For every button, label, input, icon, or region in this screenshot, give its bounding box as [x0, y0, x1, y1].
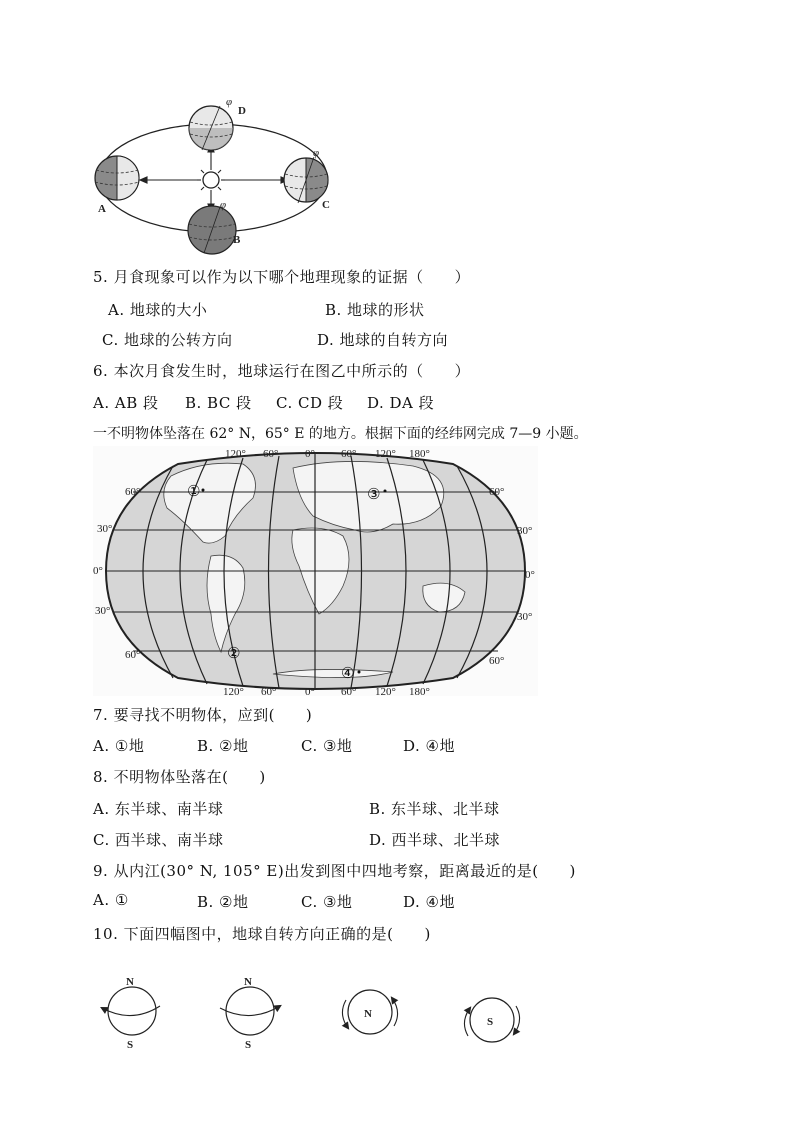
q6-stem: 6. 本次月食发生时，地球运行在图乙中所示的（ ） — [93, 362, 471, 380]
orbit-diagram — [90, 100, 340, 256]
rotation-option-4[interactable] — [464, 998, 519, 1042]
right-lat-label: 0° — [525, 569, 535, 581]
q10-stem: 10. 下面四幅图中，地球自转方向正确的是( ) — [93, 925, 431, 943]
q6-option-a[interactable]: A. AB 段 — [93, 394, 159, 412]
left-lat-label: 60° — [125, 486, 141, 498]
left-lat-label: 0° — [93, 565, 103, 577]
q9-option-b[interactable]: B. ②地 — [197, 893, 249, 911]
q8-option-d[interactable]: D. 西半球、北半球 — [369, 831, 501, 849]
q6-option-d[interactable]: D. DA 段 — [367, 394, 435, 412]
top-lon-label: 180° — [409, 448, 430, 460]
orbit-label-c: C — [322, 199, 330, 211]
right-lat-label: 30° — [517, 525, 533, 537]
axis-symbol-c: φ — [313, 147, 320, 159]
rotation-diagrams — [90, 966, 540, 1056]
q8-option-c[interactable]: C. 西半球、南半球 — [93, 831, 224, 849]
north-label: N — [126, 976, 134, 988]
right-lat-label: 60° — [489, 655, 505, 667]
bottom-lon-label: 120° — [375, 686, 396, 696]
bottom-lon-label: 60° — [261, 686, 277, 696]
rotation-option-2[interactable] — [220, 976, 280, 1051]
q7-option-c[interactable]: C. ③地 — [301, 737, 353, 755]
top-lon-label: 60° — [263, 448, 279, 460]
earth-position-c — [284, 157, 328, 203]
q6-option-c[interactable]: C. CD 段 — [276, 394, 344, 412]
q9-stem: 9. 从内江(30° N, 105° E)出发到图中四地考察，距离最近的是( ) — [93, 862, 576, 880]
rotation-option-1[interactable] — [102, 976, 160, 1051]
north-label: N — [244, 976, 252, 988]
group-intro: 一不明物体坠落在 62° N，65° E 的地方。根据下面的经纬网完成 7—9 小题。 — [93, 426, 588, 442]
earth-position-a — [95, 156, 139, 200]
q6-option-b[interactable]: B. BC 段 — [185, 394, 252, 412]
marker-3: ③ — [367, 485, 381, 503]
bottom-lon-label: 0° — [305, 686, 315, 696]
q5-option-c[interactable]: C. 地球的公转方向 — [102, 331, 233, 349]
q8-stem: 8. 不明物体坠落在( ) — [93, 768, 266, 786]
south-label: S — [487, 1016, 494, 1028]
q5-option-b[interactable]: B. 地球的形状 — [325, 301, 425, 319]
orbit-label-d: D — [238, 105, 246, 117]
q8-option-a[interactable]: A. 东半球、南半球 — [93, 800, 224, 818]
bottom-lon-label: 120° — [223, 686, 244, 696]
q7-option-b[interactable]: B. ②地 — [197, 737, 249, 755]
q5-stem: 5. 月食现象可以作为以下哪个地理现象的证据（ ） — [93, 268, 471, 286]
top-lon-label: 60° — [341, 448, 357, 460]
bottom-lon-label: 60° — [341, 686, 357, 696]
q5-option-a[interactable]: A. 地球的大小 — [108, 301, 208, 319]
q9-option-a[interactable]: A. ① — [93, 891, 129, 909]
q7-option-d[interactable]: D. ④地 — [403, 737, 455, 755]
q9-option-d[interactable]: D. ④地 — [403, 893, 455, 911]
earth-position-b — [188, 206, 236, 254]
bottom-lon-label: 180° — [409, 686, 430, 696]
marker-1: ① — [187, 482, 201, 500]
rotation-option-3[interactable] — [342, 990, 397, 1034]
q9-option-c[interactable]: C. ③地 — [301, 893, 353, 911]
orbit-label-a: A — [98, 203, 106, 215]
right-lat-label: 60° — [489, 486, 505, 498]
axis-symbol-d: φ — [226, 100, 233, 108]
south-label: S — [245, 1039, 252, 1051]
left-lat-label: 30° — [97, 523, 113, 535]
orbit-label-b: B — [233, 234, 241, 246]
earth-position-d — [189, 106, 233, 150]
left-lat-label: 30° — [95, 605, 111, 617]
north-label: N — [364, 1008, 372, 1020]
top-lon-label: 120° — [375, 448, 396, 460]
top-lon-label: 0° — [305, 448, 315, 460]
left-lat-label: 60° — [125, 649, 141, 661]
right-lat-label: 30° — [517, 611, 533, 623]
q7-stem: 7. 要寻找不明物体，应到( ) — [93, 706, 313, 724]
axis-symbol-b: φ — [220, 199, 227, 211]
marker-2: ② — [227, 644, 241, 662]
q8-option-b[interactable]: B. 东半球、北半球 — [369, 800, 500, 818]
q7-option-a[interactable]: A. ①地 — [93, 737, 145, 755]
top-lon-label: 120° — [225, 448, 246, 460]
marker-4: ④ — [341, 664, 355, 682]
world-map — [93, 446, 538, 696]
south-label: S — [127, 1039, 134, 1051]
q5-option-d[interactable]: D. 地球的自转方向 — [317, 331, 449, 349]
sun-icon — [197, 166, 225, 194]
